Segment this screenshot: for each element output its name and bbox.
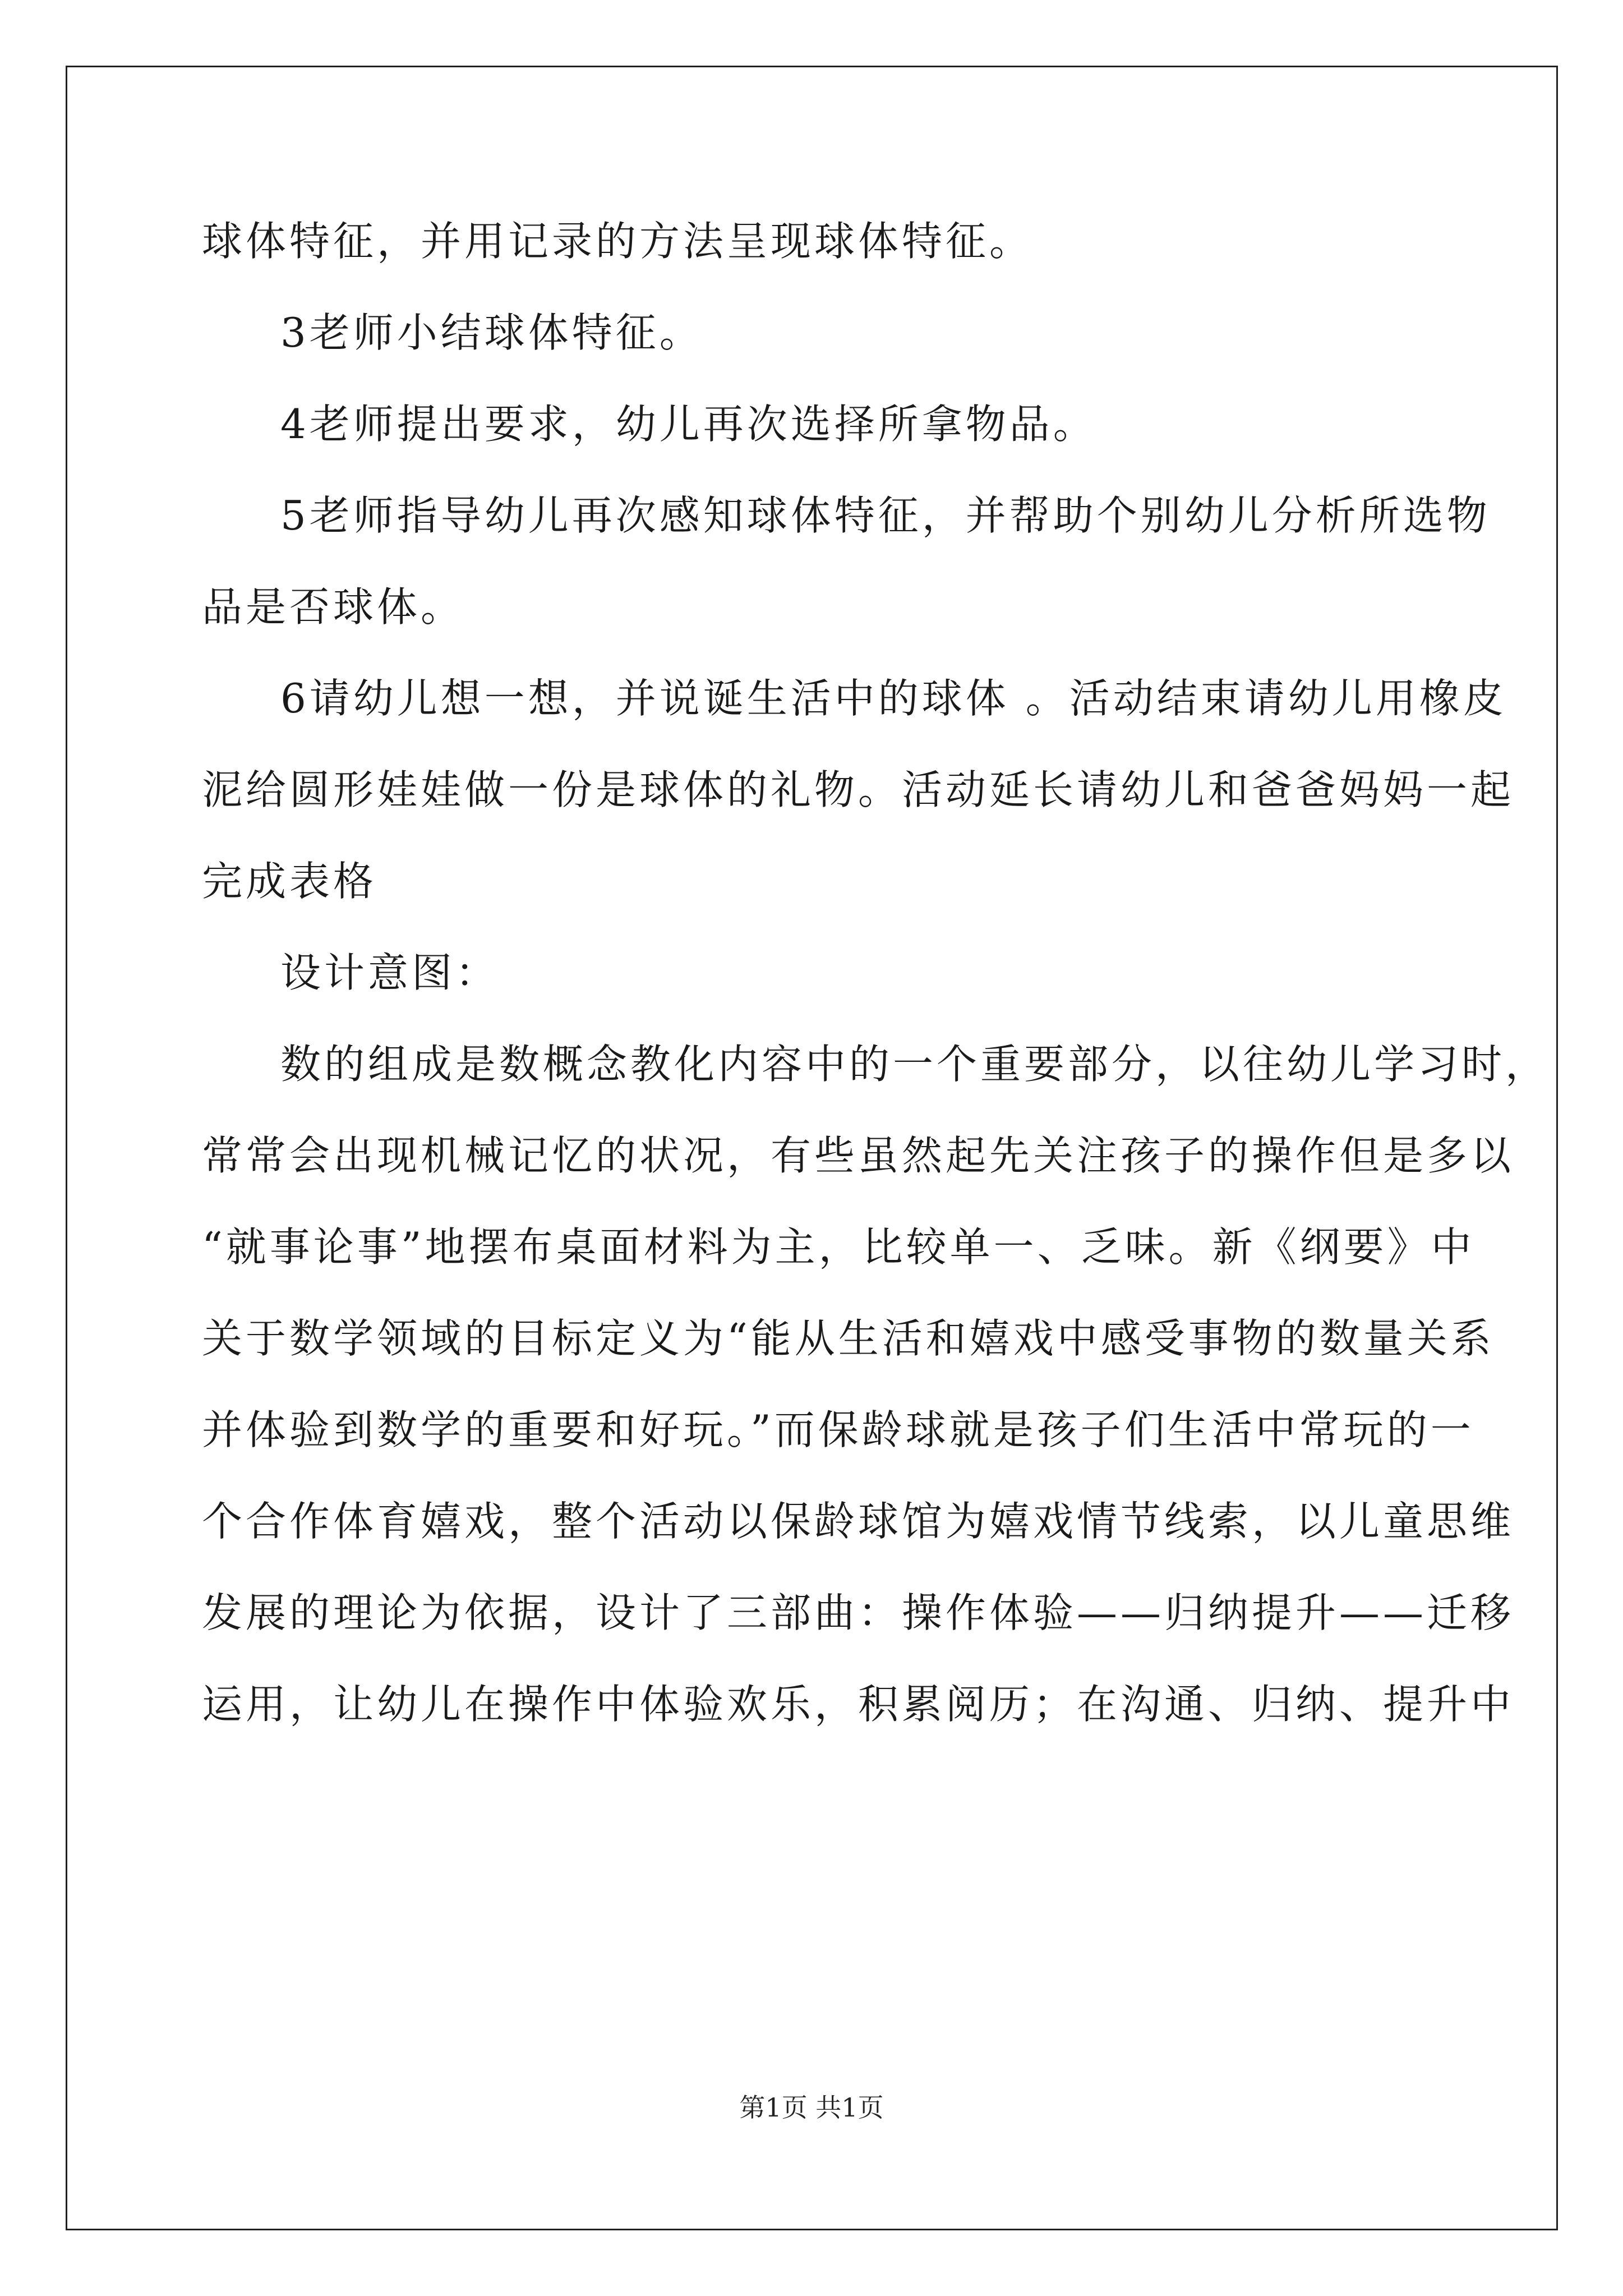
text-line: 数的组成是数概念教化内容中的一个重要部分，以往幼儿学习时， <box>280 1041 1550 1088</box>
text-line: 发展的理论为依据，设计了三部曲：操作体验——归纳提升——迁移 <box>202 1589 1515 1636</box>
text-line: 球体特征，并用记录的方法呈现球体特征。 <box>202 218 1034 265</box>
text-line: 完成表格 <box>202 858 377 905</box>
text-line: 运用，让幼儿在操作中体验欢乐，积累阅历；在沟通、归纳、提升中 <box>202 1681 1515 1728</box>
text-line: 并体验到数学的重要和好玩。”而保龄球就是孩子们生活中常玩的一 <box>202 1406 1474 1453</box>
text-line: 关于数学领域的目标定义为“能从生活和嬉戏中感受事物的数量关系 <box>202 1315 1495 1362</box>
text-line: 泥给圆形娃娃做一份是球体的礼物。活动延长请幼儿和爸爸妈妈一起 <box>202 766 1515 813</box>
text-line: 3老师小结球体特征。 <box>280 309 703 356</box>
section-heading: 设计意图： <box>280 949 500 996</box>
text-line: 常常会出现机械记忆的状况，有些虽然起先关注孩子的操作但是多以 <box>202 1132 1515 1179</box>
text-line: 5老师指导幼儿再次感知球体特征，并帮助个别幼儿分析所选物 <box>280 492 1491 539</box>
text-line: 4老师提出要求，幼儿再次选择所拿物品。 <box>280 401 1097 448</box>
page-footer: 第1页 共1页 <box>739 2092 884 2123</box>
text-line: 6请幼儿想一想，并说诞生活中的球体 。活动结束请幼儿用橡皮 <box>280 675 1507 722</box>
text-line: 品是否球体。 <box>202 583 465 631</box>
text-line: 个合作体育嬉戏，整个活动以保龄球馆为嬉戏情节线索，以儿童思维 <box>202 1498 1515 1545</box>
text-line: “就事论事”地摆布桌面材料为主，比较单一、乏味。新《纲要》中 <box>202 1223 1475 1271</box>
